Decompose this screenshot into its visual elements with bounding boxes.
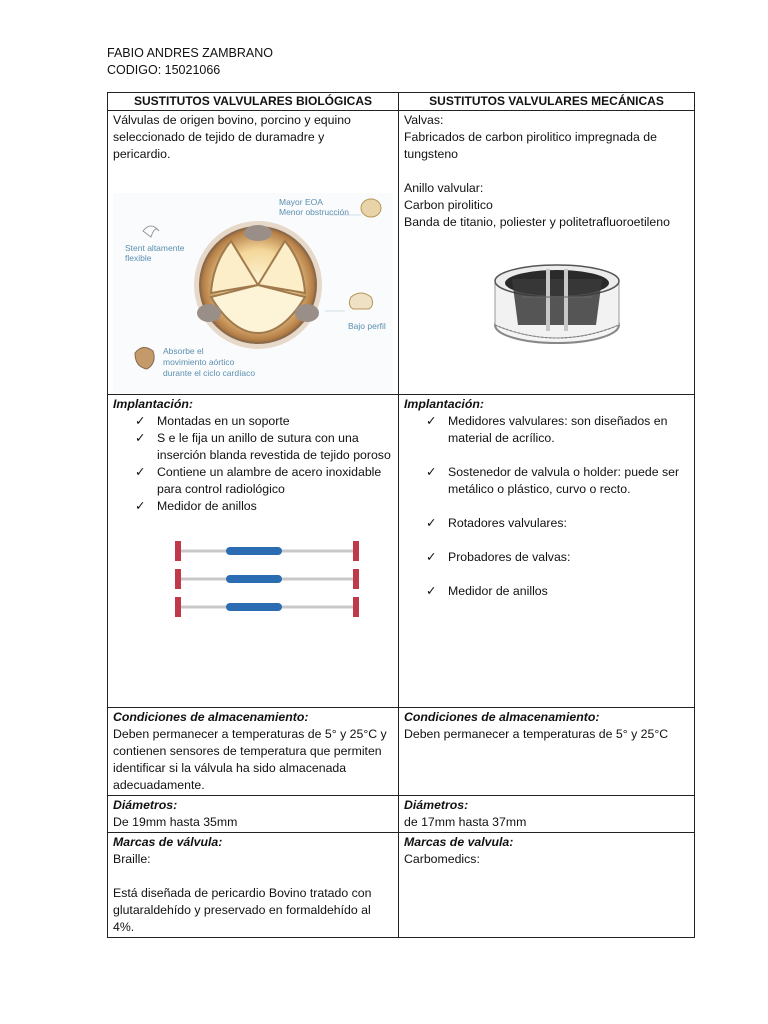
list-item: ✓ Contiene un alambre de acero inoxidable para control radiológico — [135, 465, 382, 496]
table-row — [108, 395, 695, 708]
bioprosthetic-valve-image — [113, 193, 393, 393]
label-bajo-perfil: Bajo perfil — [348, 321, 386, 331]
label-absorbe-1: Absorbe el — [163, 346, 204, 356]
list-item: ✓ Sostenedor de valvula o holder: puede ser metálico o plástico, curvo o recto. — [426, 465, 680, 496]
list-item: ✓ Medidores valvulares: son diseñados en material de acrílico. — [426, 414, 668, 445]
mech-implantacion-title: Implantación: — [404, 397, 484, 411]
mech-banda-text: Banda de titanio, poliester y politetrafluoroetileno — [404, 215, 670, 229]
bio-diametros-text: De 19mm hasta 35mm — [113, 815, 238, 829]
label-absorbe-2: movimiento aórtico — [163, 357, 235, 367]
mech-diametros-title: Diámetros: — [404, 798, 469, 812]
bio-diametros-title: Diámetros: — [113, 798, 178, 812]
header-biologicas: SUSTITUTOS VALVULARES BIOLÓGICAS — [108, 93, 399, 111]
mech-diametros-cell — [399, 796, 695, 833]
check-icon: ✓ — [426, 584, 437, 598]
mech-diametros-text: de 17mm hasta 37mm — [404, 815, 527, 829]
bio-diametros-cell — [108, 796, 399, 833]
list-item: ✓ S e le fija un anillo de sutura con una inserción blanda revestida de tejido poroso — [135, 431, 391, 462]
check-icon: ✓ — [135, 414, 146, 428]
student-code: CODIGO: 15021066 — [107, 63, 221, 77]
mech-marca-carbomedics: Carbomedics: — [404, 852, 480, 866]
bio-implantacion-cell — [108, 395, 399, 708]
check-icon: ✓ — [426, 516, 437, 530]
bio-marcas-title: Marcas de válvula: — [113, 835, 223, 849]
bio-implantacion-list — [113, 413, 393, 515]
mech-anillo-material: Carbon pirolitico — [404, 198, 493, 212]
bio-description: Válvulas de origen bovino, porcino y equino seleccionado de tejido de duramadre y pericardio. — [113, 113, 351, 161]
list-item: ✓ Probadores de valvas: — [426, 550, 571, 564]
mech-valvas-text: Fabricados de carbon pirolitico impregnada de tungsteno — [404, 130, 657, 161]
bio-valve-figure — [113, 193, 393, 393]
label-stent-1: Stent altamente — [125, 243, 185, 253]
table-row — [108, 708, 695, 796]
list-item: ✓ Rotadores valvulares: — [426, 516, 567, 530]
check-icon: ✓ — [135, 465, 146, 479]
check-icon: ✓ — [135, 499, 146, 513]
mech-implantacion-cell — [399, 395, 695, 708]
table-header-row — [108, 93, 695, 111]
mech-marcas-title: Marcas de valvula: — [404, 835, 514, 849]
table-row — [108, 111, 695, 395]
bio-implantacion-title: Implantación: — [113, 397, 193, 411]
bio-marca-descripcion: Está diseñada de pericardio Bovino tratado con glutaraldehído y preservado en formaldehído al 4%. — [113, 886, 372, 934]
mech-description-cell — [399, 111, 695, 395]
bio-marcas-cell — [108, 833, 399, 938]
mech-anillo-label: Anillo valvular: — [404, 181, 484, 195]
bio-almacenamiento-title: Condiciones de almacenamiento: — [113, 710, 309, 724]
valve-comparison-table — [107, 92, 695, 938]
mech-almacenamiento-cell — [399, 708, 695, 796]
bio-marca-braille: Braille: — [113, 852, 151, 866]
mechanical-valve-image — [482, 247, 632, 357]
label-stent-2: flexible — [125, 253, 152, 263]
mech-almacenamiento-text: Deben permanecer a temperaturas de 5° y 25°C — [404, 727, 669, 741]
list-item: ✓ Medidor de anillos — [135, 499, 257, 513]
label-absorbe-3: durante el ciclo cardíaco — [163, 368, 256, 378]
label-mayor-eoa: Mayor EOA — [279, 197, 323, 207]
bio-almacenamiento-text: Deben permanecer a temperaturas de 5° y 25°C y contienen sensores de temperatura que permiten identificar si la válvula ha sido almacenada adecuadamente. — [113, 727, 387, 792]
mech-marcas-cell — [399, 833, 695, 938]
mech-implantacion-list — [404, 413, 689, 600]
mech-almacenamiento-title: Condiciones de almacenamiento: — [404, 710, 600, 724]
list-item: ✓ Montadas en un soporte — [135, 414, 290, 428]
check-icon: ✓ — [135, 431, 146, 445]
author-name: FABIO ANDRES ZAMBRANO — [107, 46, 274, 60]
table-row — [108, 833, 695, 938]
ring-sizer-image — [171, 537, 371, 623]
bio-almacenamiento-cell — [108, 708, 399, 796]
table-row — [108, 796, 695, 833]
document-header — [107, 45, 273, 79]
label-menor-obstruccion: Menor obstrucción — [279, 207, 349, 217]
bio-description-cell — [108, 111, 399, 395]
header-mecanicas: SUSTITUTOS VALVULARES MECÁNICAS — [399, 93, 695, 111]
mech-valvas-label: Valvas: — [404, 113, 444, 127]
check-icon: ✓ — [426, 414, 437, 428]
check-icon: ✓ — [426, 465, 437, 479]
list-item: ✓ Medidor de anillos — [426, 584, 548, 598]
check-icon: ✓ — [426, 550, 437, 564]
